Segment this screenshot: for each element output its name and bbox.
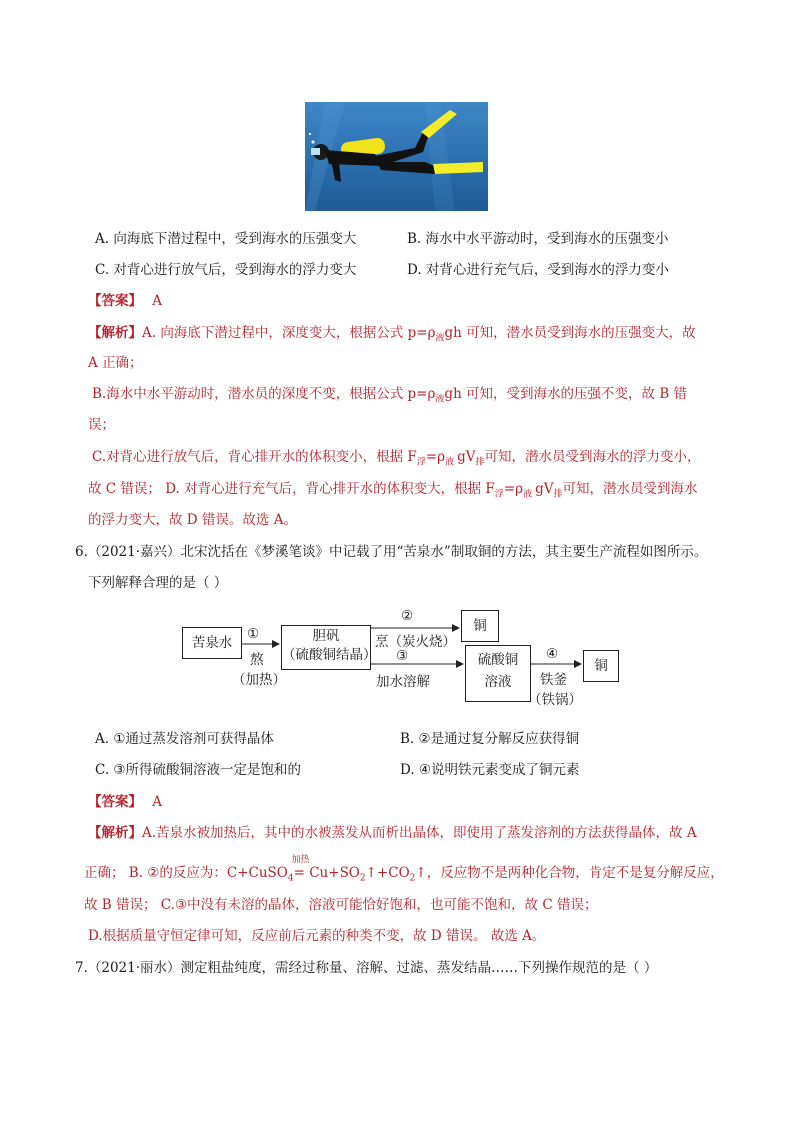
analysis-tag: 【解析】 <box>88 825 142 841</box>
q6-option-c: C. ③所得硫酸铜溶液一定是饱和的 <box>95 762 302 778</box>
q5-analysis-line6: 故 C 错误； D. 对背心进行充气后，背心排开水的体积变大，根据 $F_浮=\rho_液$ $gV_排$可知，潜水员受到海水 <box>88 481 698 500</box>
flow-step1-note: （加热） <box>232 672 286 688</box>
analysis-tag: 【解析】 <box>88 325 142 341</box>
flow-step2-label: 烹（炭火烧） <box>375 634 456 650</box>
q6-analysis-line4: D.根据质量守恒定律可知，反应前后元素的种类不变，故 D 错误。 故选 A。 <box>88 928 546 944</box>
answer-tag: 【答案】 <box>88 293 142 309</box>
q5-analysis-line5: C.对背心进行放气后，背心排开水的体积变小，根据 $F_浮=\rho_液$ $gV_排$可知，潜水员受到海水的浮力变小， <box>92 449 701 468</box>
q6-stem-line1: 6.（2021·嘉兴）北宋沈括在《梦溪笔谈》中记载了用“苦泉水”制取铜的方法，其主要生产流程如图所示。 <box>75 544 708 560</box>
flow-step3-number: ③ <box>396 648 409 664</box>
q5-analysis-line2: A 正确； <box>88 355 143 371</box>
q6-analysis-line2: 正确； B. ②的反应为：C+CuSO$_4$ 加热 = $Cu+SO_2↑+CO_2↑$，反应物不是两种化合物，肯定不是复分解反应， <box>84 855 724 884</box>
q6-option-d: D. ④说明铁元素变成了铜元素 <box>400 762 580 778</box>
q5-analysis-line1: 【解析】A. 向海底下潜过程中，深度变大，根据公式 $p=\rho_液gh$ 可知，潜水员受到海水的压强变大，故 <box>88 325 696 344</box>
q5-analysis-line3: B.海水中水平游动时，潜水员的深度不变，根据公式 $p=\rho_液gh$ 可知，受到海水的压强不变，故 B 错 <box>92 386 688 405</box>
flow-step4-label: 铁釜 <box>540 672 567 688</box>
flow-step2-number: ② <box>401 608 414 624</box>
flow-step3-label: 加水溶解 <box>376 674 430 690</box>
flow-step1-label: 熬 <box>250 652 264 668</box>
q5-option-b: B. 海水中水平游动时，受到海水的压强变小 <box>407 231 669 247</box>
q5-option-c: C. 对背心进行放气后，受到海水的浮力变大 <box>95 262 357 278</box>
q6-analysis-line3: 故 B 错误； C.③中没有未溶的晶体，溶液可能恰好饱和，也可能不饱和，故 C 错误； <box>84 897 598 913</box>
q5-analysis-line4: 误； <box>88 417 115 433</box>
flow-box-copper-1: 铜 <box>461 610 499 642</box>
q5-option-d: D. 对背心进行充气后，受到海水的浮力变小 <box>407 262 669 278</box>
q6-analysis-line1: 【解析】A.苦泉水被加热后，其中的水被蒸发从而析出晶体，即使用了蒸发溶剂的方法获得晶体，故 A <box>88 825 697 841</box>
flow-step4-number: ④ <box>546 646 559 662</box>
q5-option-a: A. 向海底下潜过程中，受到海水的压强变大 <box>95 231 357 247</box>
q7-stem: 7.（2021·丽水）测定粗盐纯度，需经过称量、溶解、过滤、蒸发结晶……下列操作规范的是（ ） <box>75 960 658 976</box>
q6-answer <box>88 790 162 810</box>
q6-option-b: B. ②是通过复分解反应获得铜 <box>400 731 580 747</box>
q6-option-a: A. ①通过蒸发溶剂可获得晶体 <box>95 731 274 747</box>
answer-value: A <box>152 293 163 309</box>
flow-box-bitter-spring-water: 苦泉水 <box>182 627 242 659</box>
flow-box-copper-sulfate-solution: 硫酸铜 溶液 <box>465 645 531 702</box>
heat-condition-equals: 加热 = Cu+SO <box>291 855 360 881</box>
flow-step1-number: ① <box>247 626 260 642</box>
q5-analysis-line7: 的浮力变大，故 D 错误。故选 A。 <box>88 512 297 528</box>
flow-box-blue-vitriol: 胆矾 （硫酸铜结晶） <box>281 625 371 670</box>
answer-tag: 【答案】 <box>88 794 142 810</box>
answer-value: A <box>152 794 163 810</box>
flow-box-copper-2: 铜 <box>583 650 619 682</box>
q6-stem-line2: 下列解释合理的是（ ） <box>88 575 228 591</box>
flow-step4-note: （铁锅） <box>528 692 582 708</box>
